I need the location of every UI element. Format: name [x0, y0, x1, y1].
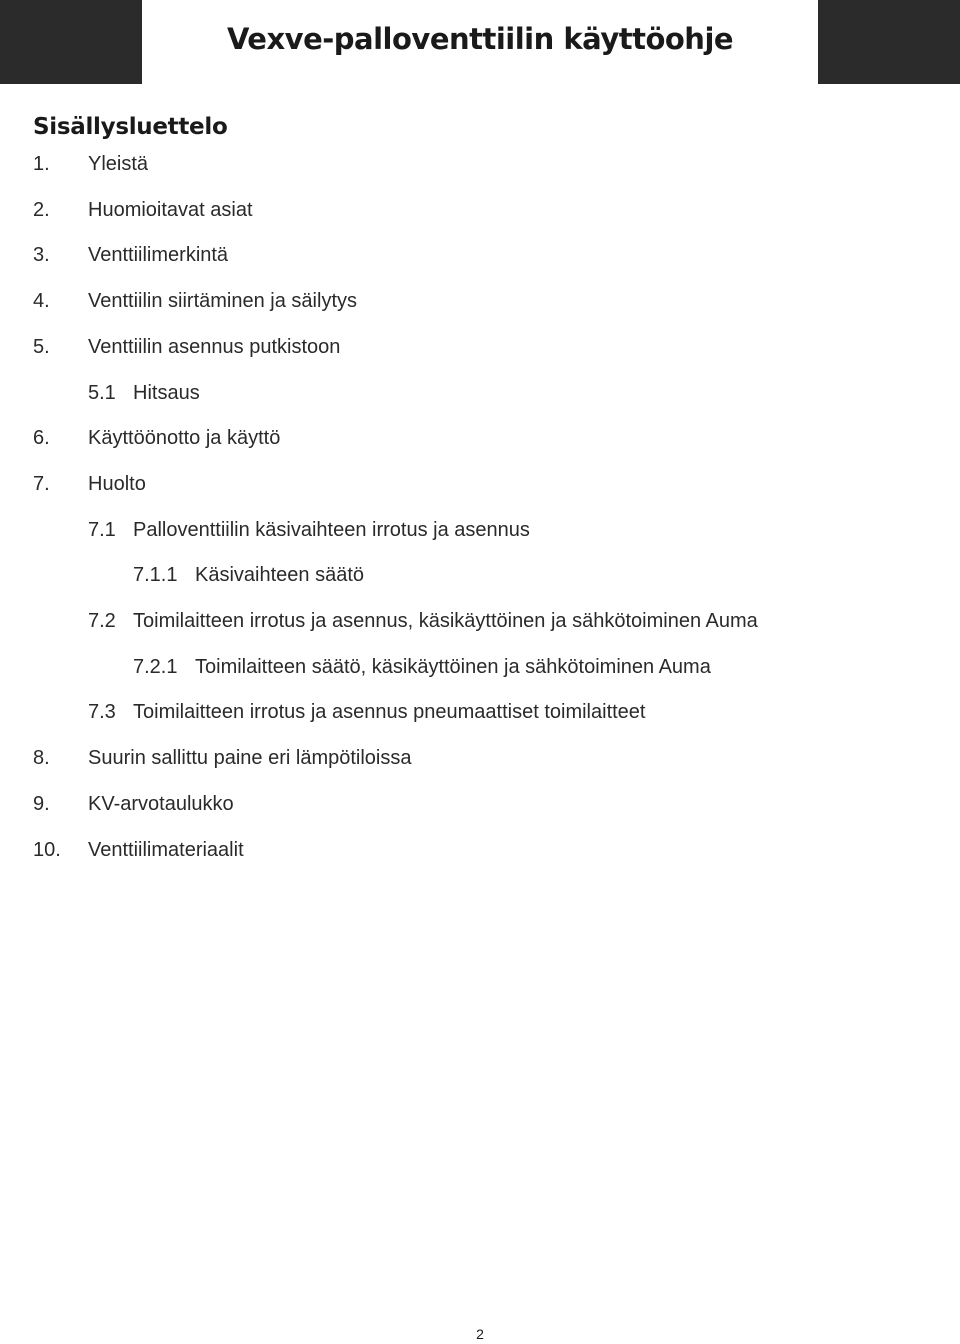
toc-entry-label: Venttiilimateriaalit — [88, 839, 244, 861]
toc-entry-number: 7.1.1 — [133, 564, 178, 586]
toc-entry-label: Toimilaitteen säätö, käsikäyttöinen ja sähkötoiminen Auma — [195, 656, 711, 678]
toc-entry-number: 7.2 — [88, 610, 116, 632]
toc-entry-label: Käyttöönotto ja käyttö — [88, 427, 281, 449]
toc-entry-label: Suurin sallittu paine eri lämpötiloissa — [88, 747, 412, 769]
toc-entry-number: 1. — [33, 153, 50, 175]
header-bar-right — [818, 0, 960, 84]
header-bar-left — [0, 0, 142, 84]
toc-entry-number: 7.1 — [88, 519, 116, 541]
toc-entry-number: 10. — [33, 839, 61, 861]
toc-entry-number: 3. — [33, 244, 50, 266]
document-title: Vexve-palloventtiilin käyttöohje — [226, 22, 734, 56]
toc-entry-number: 5. — [33, 336, 50, 358]
toc-entry-number: 5.1 — [88, 382, 116, 404]
toc-entry-label: Venttiilimerkintä — [88, 244, 229, 266]
toc-entry-number: 7.2.1 — [133, 656, 178, 678]
toc-entry-number: 4. — [33, 290, 50, 312]
toc-entry-label: Venttiilin asennus putkistoon — [88, 336, 341, 358]
toc-entry-number: 7. — [33, 473, 50, 495]
page-number: 2 — [476, 1326, 484, 1342]
toc-entry-label: Toimilaitteen irrotus ja asennus pneumaattiset toimilaitteet — [133, 701, 646, 723]
toc-entry-label: Yleistä — [88, 153, 149, 175]
toc-entry-number: 6. — [33, 427, 50, 449]
toc-entry-number: 7.3 — [88, 701, 116, 723]
toc-entry-label: Toimilaitteen irrotus ja asennus, käsikäyttöinen ja sähkötoiminen Auma — [133, 610, 758, 632]
toc-entry-label: Venttiilin siirtäminen ja säilytys — [88, 290, 357, 312]
toc-entry-label: Palloventtiilin käsivaihteen irrotus ja asennus — [133, 519, 530, 541]
toc-entry-number: 8. — [33, 747, 50, 769]
toc-entry-number: 2. — [33, 199, 50, 221]
toc-entry-label: Huomioitavat asiat — [88, 199, 253, 221]
toc-entry-label: KV-arvotaulukko — [88, 793, 234, 815]
toc-entry-label: Hitsaus — [133, 382, 200, 404]
toc-entry-number: 9. — [33, 793, 50, 815]
toc-entry-label: Käsivaihteen säätö — [195, 564, 365, 586]
toc-heading: Sisällysluettelo — [33, 114, 228, 140]
toc-entry-label: Huolto — [88, 473, 146, 495]
